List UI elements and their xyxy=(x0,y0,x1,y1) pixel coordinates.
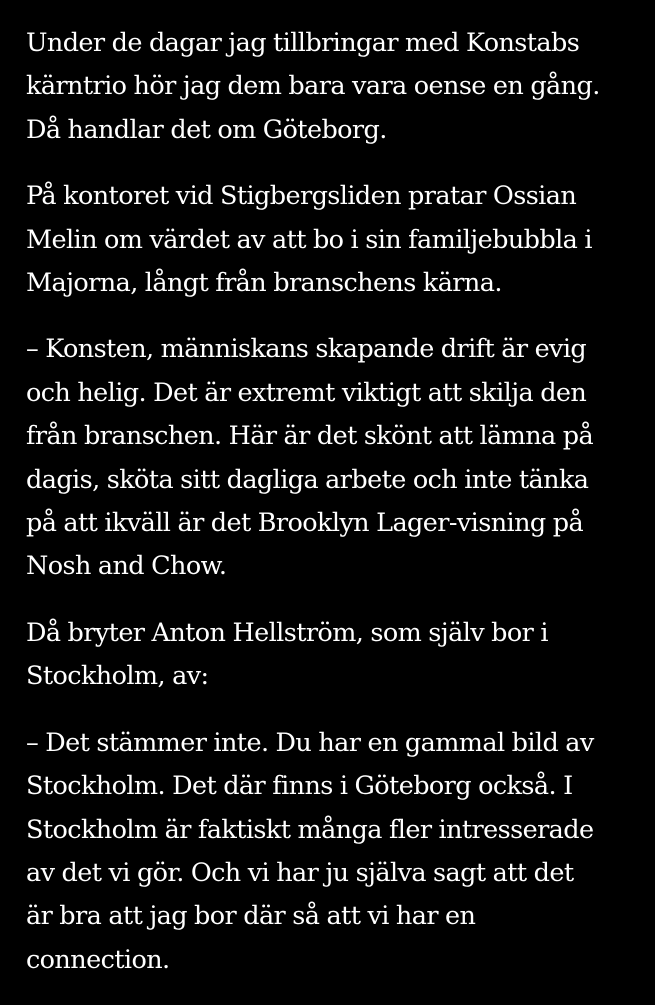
article-paragraph-2: På kontoret vid Stigbergsliden pratar Ossian Melin om värdet av att bo i sin familjebubbla i Majorna, långt från branschens kärna. xyxy=(26,181,592,299)
article-body xyxy=(26,22,638,1005)
article-paragraph-1: Under de dagar jag tillbringar med Konstabs kärntrio hör jag dem bara vara oense en gång. Då handlar det om Göteborg. xyxy=(26,28,600,145)
article-paragraph-5-quote: – Det stämmer inte. Du har en gammal bild av Stockholm. Det där finns i Göteborg också. I Stockholm är faktiskt många fler intresserade av det vi gör. Och vi har ju själva sagt att det är bra att jag bor där så att vi har en connection. xyxy=(26,727,594,975)
article-paragraph-4: Då bryter Anton Hellström, som själv bor i Stockholm, av: xyxy=(26,617,548,692)
article-paragraph-3-quote: – Konsten, människans skapande drift är evig och helig. Det är extremt viktigt att skilja den från branschen. Här är det skönt att lämna på dagis, sköta sitt dagliga arbete och inte tänka på att ikväll är det Brooklyn Lager-visning på Nosh and Chow. xyxy=(26,334,594,582)
